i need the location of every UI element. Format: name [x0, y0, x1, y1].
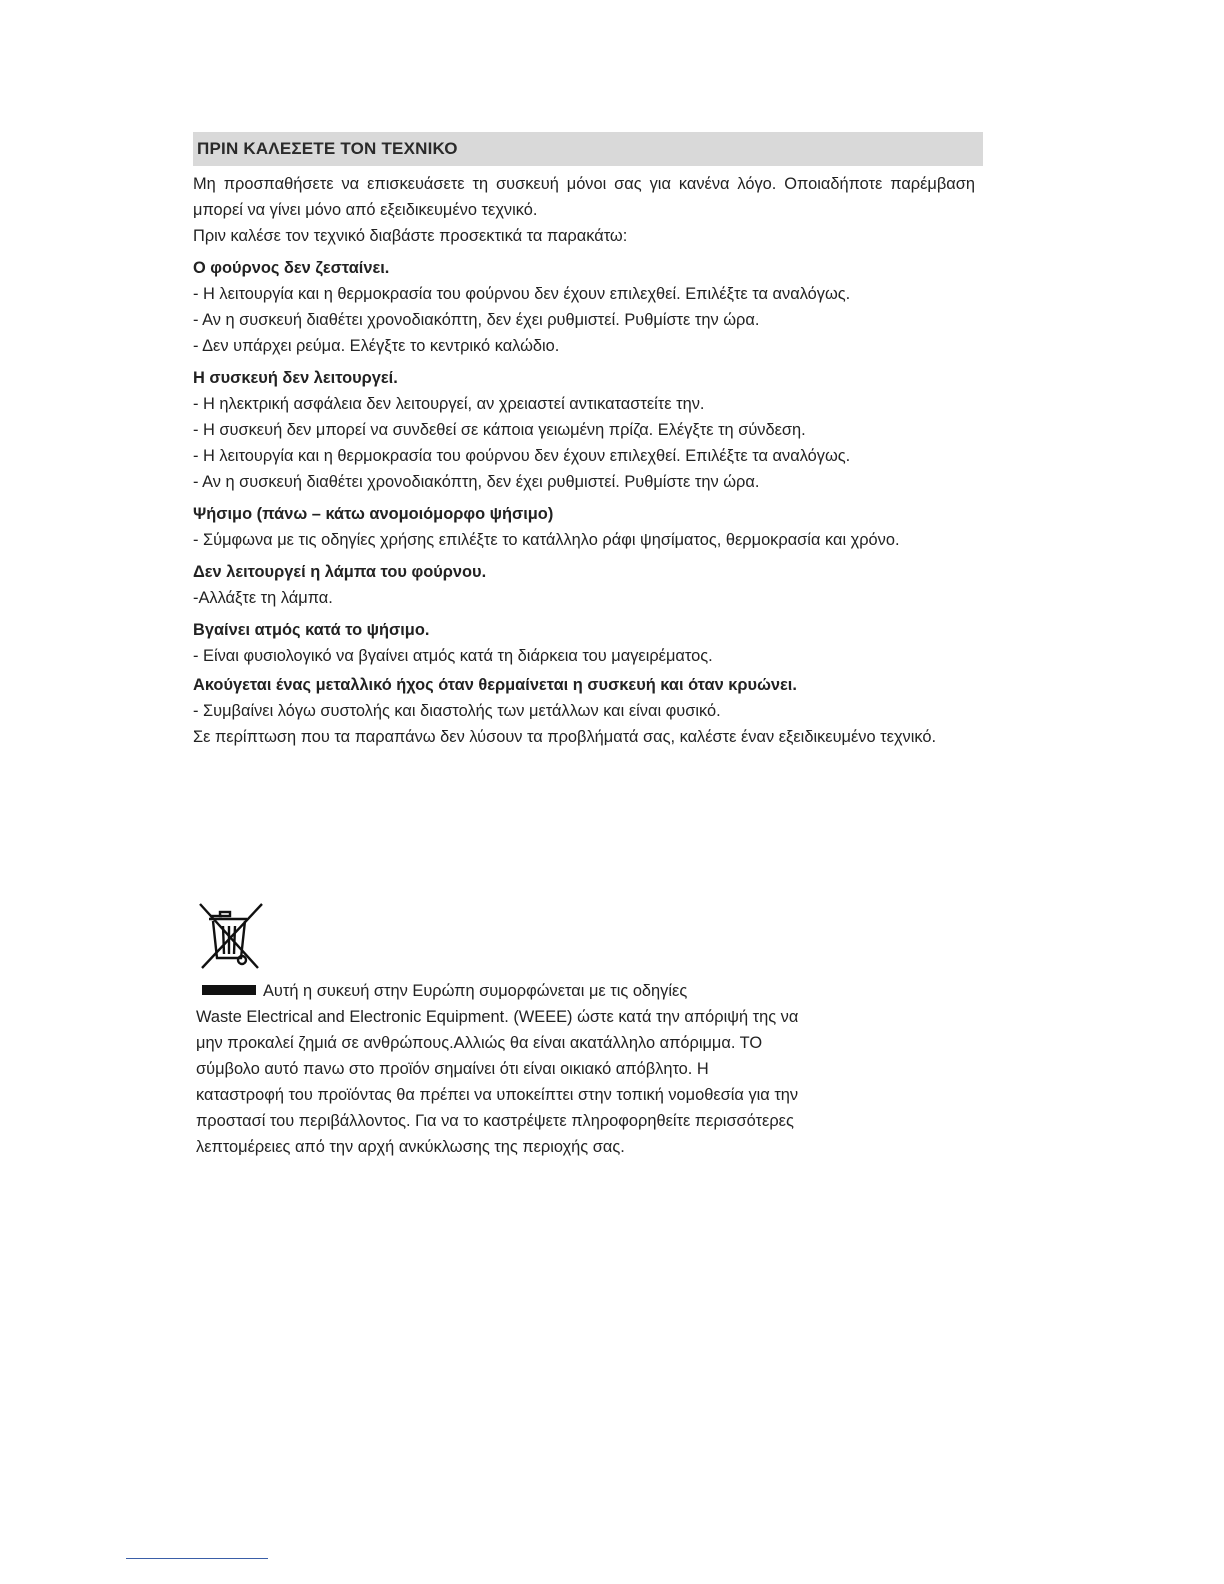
issue-line: - Σύμφωνα με τις οδηγίες χρήσης επιλέξτε το κατάλληλο ράφι ψησίματος, θερμοκρασία και χρόνο.	[193, 531, 900, 549]
issue-heading-uneven-baking: Ψήσιμο (πάνω – κάτω ανομοιόμορφο ψήσιμο)	[193, 505, 554, 523]
issue-line: - Η ηλεκτρική ασφάλεια δεν λειτουργεί, αν χρειαστεί αντικαταστείτε την.	[193, 395, 705, 413]
weee-line: Waste Electrical and Electronic Equipment. (WEEE) ώστε κατά την απόριψή της να	[196, 1008, 799, 1026]
weee-line-text: Αυτή η συκευή στην Ευρώπη συμορφώνεται με τις οδηγίες	[263, 982, 688, 1000]
issue-heading-steam: Βγαίνει ατμός κατά το ψήσιμο.	[193, 621, 430, 639]
weee-line: σύμβολο αυτό πaνω στο προϊόν σημαίνει ότι είναι οικιακό απόβλητο. Η	[196, 1060, 709, 1078]
closing-note: Σε περίπτωση που τα παραπάνω δεν λύσουν τα προβλήματά σας, καλέστε έναν εξειδικευμένο τεχνικό.	[193, 728, 937, 746]
intro-paragraph: Μη προσπαθήσετε να επισκευάσετε τη συσκευή μόνοι σας για κανένα λόγο. Οποιαδήποτε παρέμβαση μπορεί να γίνει μόνο από εξειδικευμένο τεχνικό.	[193, 175, 975, 219]
issue-heading-metallic-noise: Ακούγεται ένας μεταλλικό ήχος όταν θερμαίνεται η συσκευή και όταν κρυώνει.	[193, 676, 797, 694]
issue-heading-lamp-not-working: Δεν λειτουργεί η λάμπα του φούρνου.	[193, 563, 487, 581]
weee-line: λεπτομέρειες από την αρχή ανκύκλωσης της περιοχής σας.	[196, 1138, 625, 1156]
weee-line: μην προκαλεί ζημιά σε ανθρώπους.Αλλιώς θα είναι ακατάλληλο απόριμμα. ΤΟ	[196, 1034, 763, 1052]
issue-line: - Αν η συσκευή διαθέτει χρονοδιακόπτη, δεν έχει ρυθμιστεί. Ρυθμίστε την ώρα.	[193, 473, 760, 491]
weee-line: καταστροφή του προϊόντας θα πρέπει να υποκείπτει στην τοπική νομοθεσία για την	[196, 1086, 799, 1104]
weee-line	[196, 978, 966, 1004]
issue-heading-oven-not-heating: Ο φούρνος δεν ζεσταίνει.	[193, 259, 390, 277]
issue-line: - Είναι φυσιολογικό να βγαίνει ατμός κατά τη διάρκεια του μαγειρέματος.	[193, 647, 713, 665]
troubleshooting-section	[193, 132, 983, 750]
issue-line: - Η συσκευή δεν μπορεί να συνδεθεί σε κάποια γειωμένη πρίζα. Ελέγξτε τη σύνδεση.	[193, 421, 806, 439]
footnote-divider	[126, 1558, 268, 1559]
weee-line: προστασί του περιβάλλοντος. Για να το καστρέψετε πληροφορηθείτε περισσότερες	[196, 1112, 794, 1130]
issue-line: - Αν η συσκευή διαθέτει χρονοδιακόπτη, δεν έχει ρυθμιστεί. Ρυθμίστε την ώρα.	[193, 311, 760, 329]
intro-instruction: Πριν καλέσε τον τεχνικό διαβάστε προσεκτικά τα παρακάτω:	[193, 227, 628, 245]
issue-line: - Συμβαίνει λόγω συστολής και διαστολής των μετάλλων και είναι φυσικό.	[193, 702, 721, 720]
issue-heading-appliance-not-working: Η συσκευή δεν λειτουργεί.	[193, 369, 398, 387]
black-bar	[202, 985, 256, 995]
issue-line: - Η λειτουργία και η θερμοκρασία του φούρνου δεν έχουν επιλεχθεί. Επιλέξτε τα αναλόγως.	[193, 447, 851, 465]
crossed-out-wheelie-bin-icon	[196, 902, 266, 972]
section-title: ΠΡΙΝ ΚΑΛΕΣΕΤΕ ΤΟΝ ΤΕΧΝΙΚΟ	[193, 132, 983, 166]
issue-line: - Δεν υπάρχει ρεύμα. Ελέγξτε το κεντρικό καλώδιο.	[193, 337, 560, 355]
issue-line: - Η λειτουργία και η θερμοκρασία του φούρνου δεν έχουν επιλεχθεί. Επιλέξτε τα αναλόγως.	[193, 285, 851, 303]
weee-notice	[196, 902, 966, 1160]
issue-line: -Αλλάξτε τη λάμπα.	[193, 589, 333, 607]
